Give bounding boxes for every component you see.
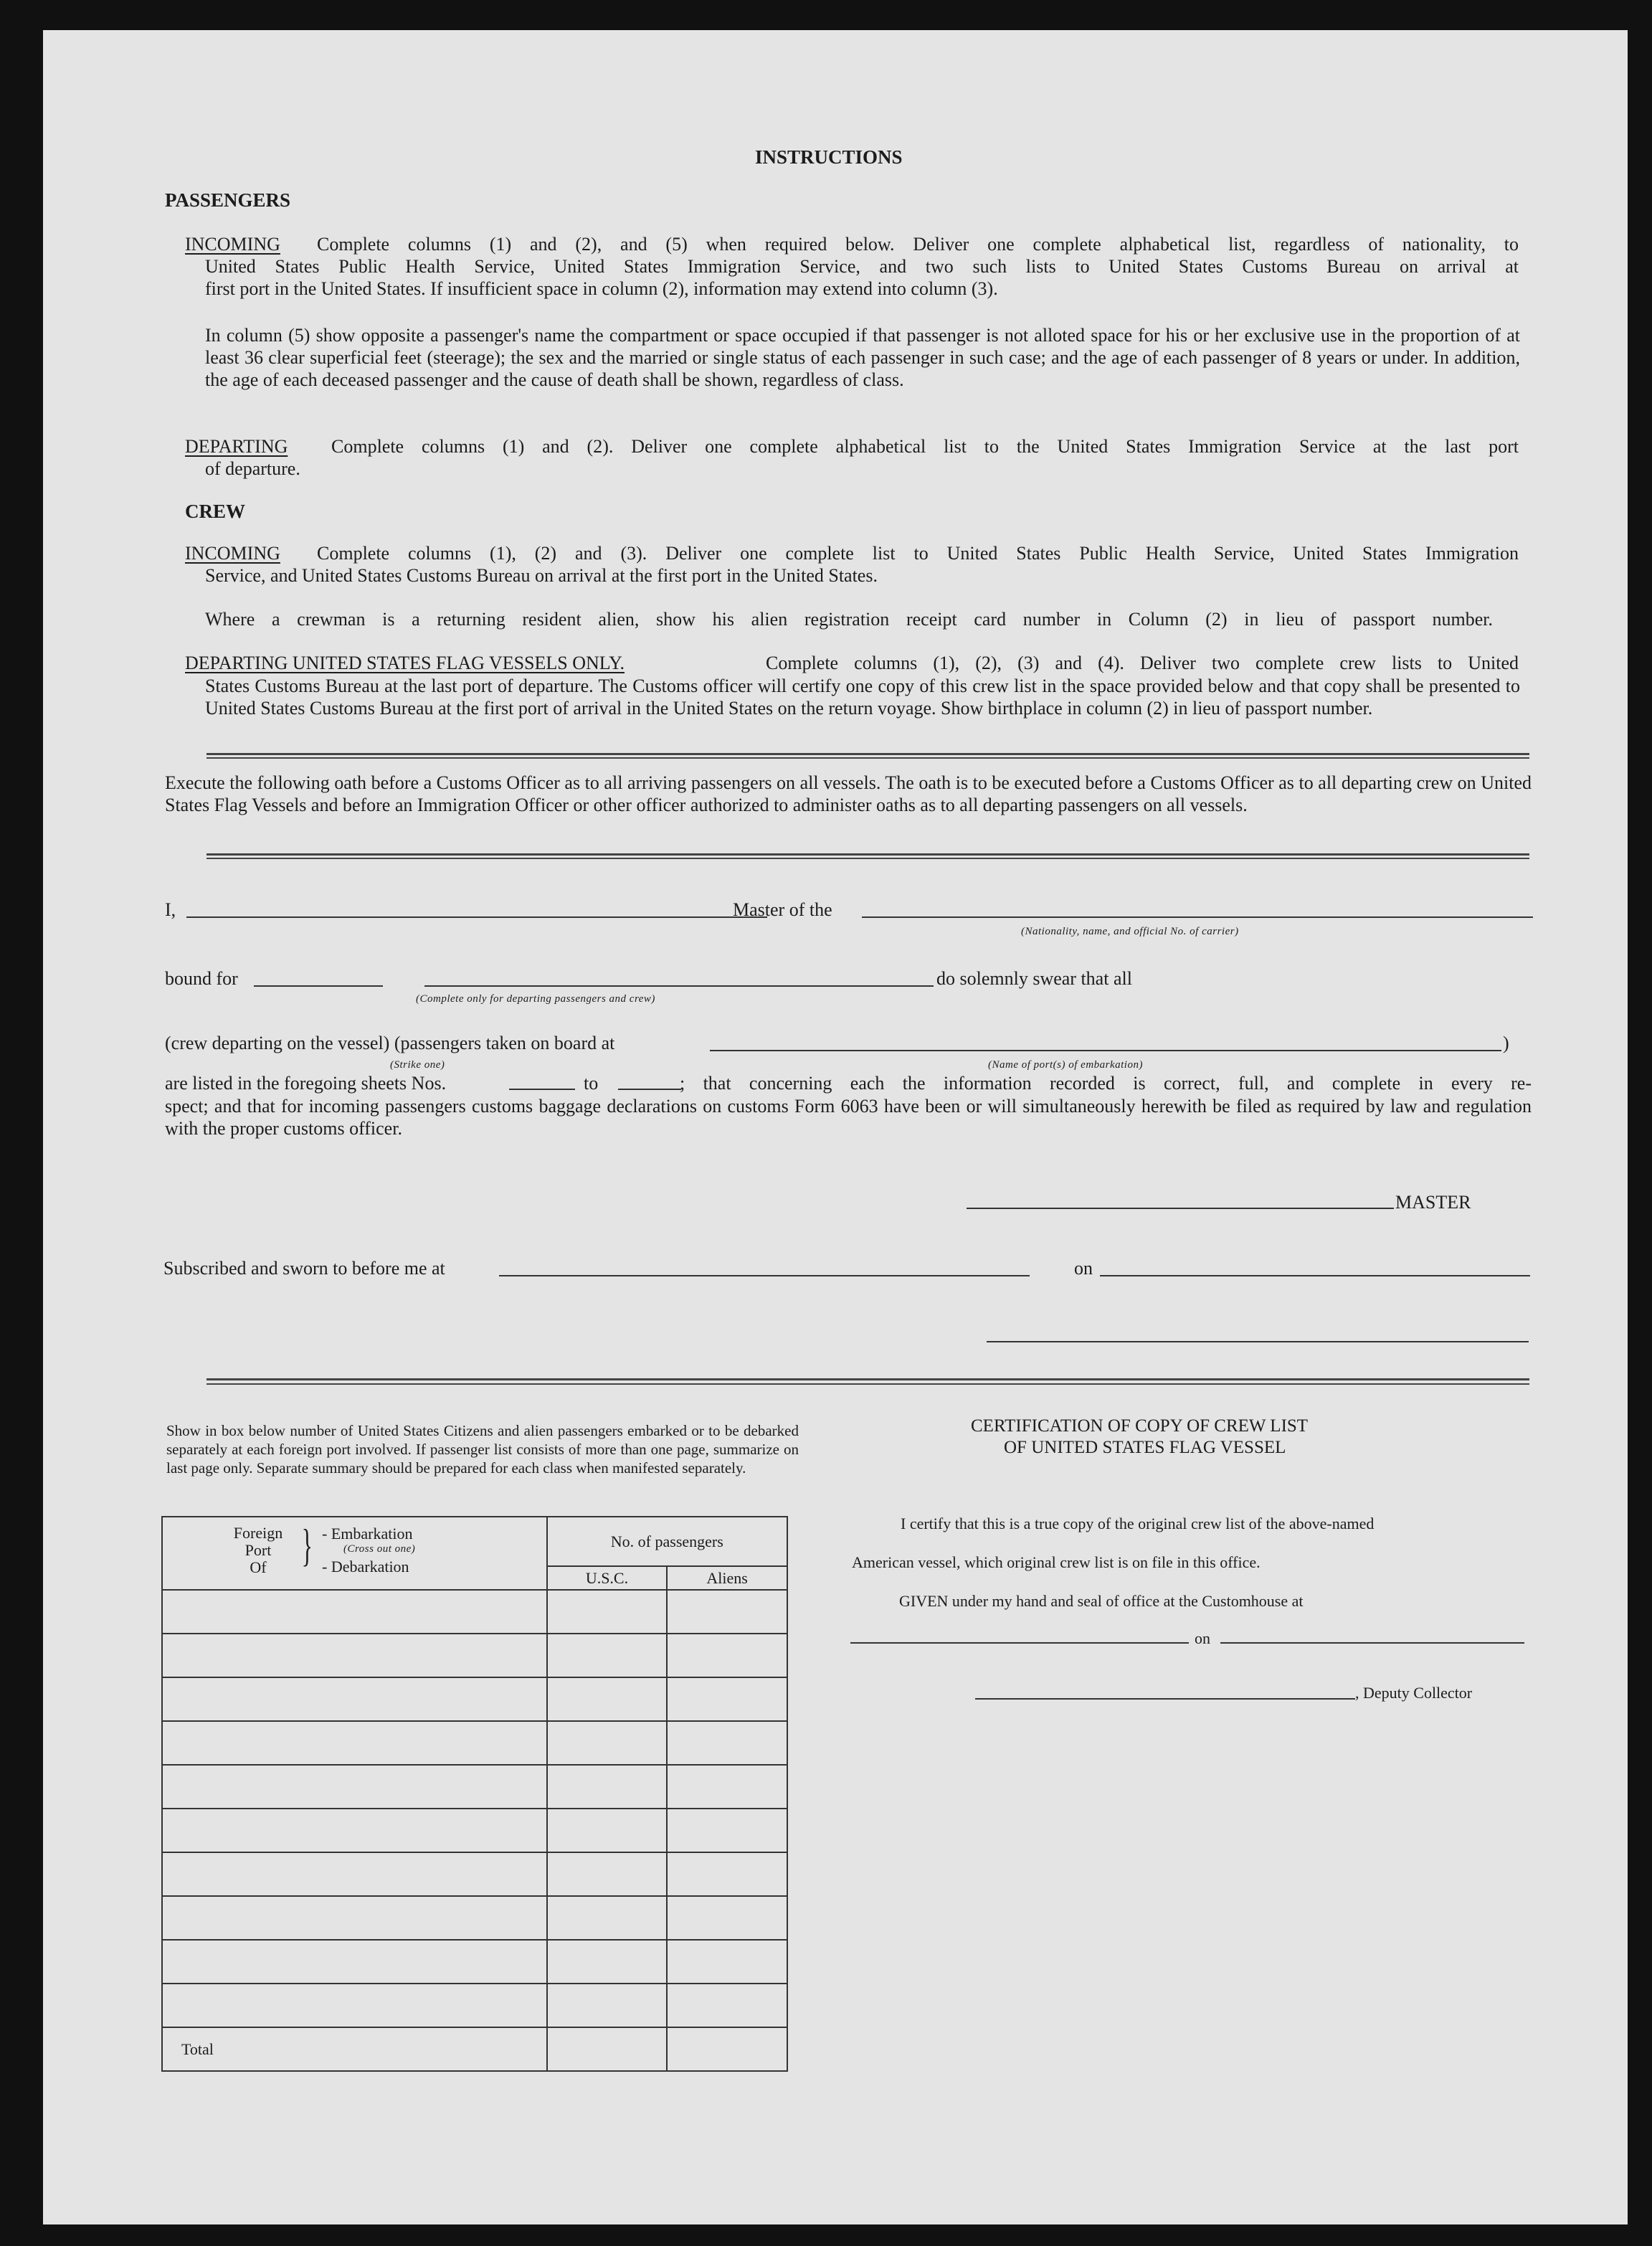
deputy-signature-field[interactable] xyxy=(975,1698,1355,1700)
passengers-departing-line1: Complete columns (1) and (2). Deliver one complete alphabetical list to the United States Immigration Service at the last port xyxy=(331,436,1519,457)
passengers-departing-label: DEPARTING xyxy=(185,436,288,457)
debarkation-label: - Debarkation xyxy=(322,1558,409,1575)
passengers-heading: PASSENGERS xyxy=(165,189,291,211)
certification-title-1: CERTIFICATION OF COPY OF CREW LIST xyxy=(971,1416,1309,1436)
crew-incoming-line2: Service, and United States Customs Bureau on arrival at the first port in the United States. xyxy=(205,565,878,586)
deputy-collector-label: , Deputy Collector xyxy=(1355,1684,1473,1702)
table-cell[interactable] xyxy=(162,1634,547,1677)
table-cell[interactable] xyxy=(667,1590,787,1634)
form-sheet xyxy=(43,30,1628,2224)
page-title: INSTRUCTIONS xyxy=(755,146,903,168)
certification-date-field[interactable] xyxy=(1220,1642,1524,1644)
certification-on-label: on xyxy=(1195,1629,1210,1647)
usc-header: U.S.C. xyxy=(547,1566,668,1590)
summary-instructions: Show in box below number of United States Citizens and alien passengers embarked or to be debarked separately at each foreign port involved. If passenger list consists of more than one page, summarize on last page only. Separate summary should be prepared for each class when manifested separately. xyxy=(166,1422,799,1477)
table-cell[interactable] xyxy=(667,1896,787,1940)
col-port-line-3: Of xyxy=(250,1558,267,1576)
table-cell[interactable] xyxy=(547,1984,668,2027)
close-paren: ) xyxy=(1503,1033,1509,1053)
oath-intro: Execute the following oath before a Customs Officer as to all arriving passengers on all vessels. The oath is to be executed before a Customs Officer as to all departing crew on United States Flag Vessels and before an Immigration Officer or other officer authorized to administer oaths as to all departing passengers on all vessels. xyxy=(165,772,1532,815)
divider xyxy=(206,858,1529,859)
table-cell[interactable] xyxy=(547,1765,668,1809)
crew-departing-label: DEPARTING UNITED STATES FLAG VESSELS ONLY. xyxy=(185,653,625,673)
table-cell[interactable] xyxy=(162,1940,547,1984)
table-cell[interactable] xyxy=(162,1721,547,1765)
crewman-instructions: Where a crewman is a returning resident alien, show his alien registration receipt card number in Column (2) in lieu of passport number. xyxy=(205,609,1493,630)
port-header-cell xyxy=(162,1517,547,1590)
total-aliens-cell[interactable] xyxy=(667,2027,787,2071)
strike-one-caption: (Strike one) xyxy=(390,1059,445,1071)
crew-departing-rest: States Customs Bureau at the last port of departure. The Customs officer will certify one copy of this crew list in the space provided below and that copy shall be presented to United States Customs Bureau at the first port of arrival in the United States on the return voyage. Show birthplace in column (2) in lieu of passport number. xyxy=(205,676,1520,719)
passengers-departing-line2: of departure. xyxy=(205,458,300,479)
table-cell[interactable] xyxy=(667,1765,787,1809)
oath-i-label: I, xyxy=(165,899,176,920)
subscribed-place-field[interactable] xyxy=(499,1275,1030,1276)
total-usc-cell[interactable] xyxy=(547,2027,668,2071)
bound-for-field-1[interactable] xyxy=(254,985,383,987)
certify-line-2: American vessel, which original crew list is on file in this office. xyxy=(852,1553,1261,1571)
table-cell[interactable] xyxy=(162,1765,547,1809)
crew-incoming-line1: Complete columns (1), (2) and (3). Deliver one complete list to United States Public Health Service, United States Immigration xyxy=(317,543,1519,564)
master-signature-field[interactable] xyxy=(967,1208,1394,1209)
subscribed-date-field[interactable] xyxy=(1100,1275,1530,1276)
given-label: GIVEN under my hand and seal of office at the Customhouse at xyxy=(899,1592,1304,1610)
certify-line-1: I certify that this is a true copy of the original crew list of the above-named xyxy=(901,1515,1375,1532)
sheet-from-field[interactable] xyxy=(509,1089,575,1090)
passengers-incoming-line3: first port in the United States. If insufficient space in column (2), information may extend into column (3). xyxy=(205,278,998,299)
col-port-line-1: Foreign xyxy=(233,1524,283,1542)
passengers-incoming-line1: Complete columns (1) and (2), and (5) when required below. Deliver one complete alphabetical list, regardless of nationality, to xyxy=(317,234,1519,255)
table-cell[interactable] xyxy=(667,1677,787,1721)
col-port-line-2: Port xyxy=(245,1541,272,1559)
cross-out-caption: (Cross out one) xyxy=(343,1543,416,1555)
divider xyxy=(206,853,1529,856)
crew-heading: CREW xyxy=(185,501,246,522)
table-cell[interactable] xyxy=(667,1721,787,1765)
table-cell[interactable] xyxy=(667,1940,787,1984)
listed-rest: spect; and that for incoming passengers customs baggage declarations on customs Form 6063 have been or will simultaneously herewith be filed as required by law and regulation with the proper customs officer. xyxy=(165,1096,1532,1139)
table-cell[interactable] xyxy=(547,1677,668,1721)
table-cell[interactable] xyxy=(667,1984,787,2027)
embarkation-label: - Embarkation xyxy=(322,1525,413,1543)
bound-for-label: bound for xyxy=(165,968,238,989)
table-cell[interactable] xyxy=(667,1809,787,1852)
table-cell[interactable] xyxy=(162,1809,547,1852)
passengers-incoming-line2: United States Public Health Service, United States Immigration Service, and two such lists to United States Customs Bureau on arrival at xyxy=(205,256,1519,277)
divider xyxy=(206,757,1529,759)
table-cell[interactable] xyxy=(162,1896,547,1940)
listed-rest-line1: ; that concerning each the information recorded is correct, full, and complete in every re- xyxy=(680,1073,1532,1094)
to-label: to xyxy=(584,1073,599,1094)
master-label: MASTER xyxy=(1395,1192,1471,1213)
table-cell[interactable] xyxy=(547,1940,668,1984)
divider xyxy=(206,1378,1529,1380)
aliens-header: Aliens xyxy=(667,1566,787,1590)
embarkation-ports-field[interactable] xyxy=(710,1050,1501,1051)
subscribed-label: Subscribed and sworn to before me at xyxy=(163,1258,445,1279)
passengers-incoming-label: INCOMING xyxy=(185,234,280,255)
table-cell[interactable] xyxy=(162,1984,547,2027)
nationality-caption: (Nationality, name, and official No. of carrier) xyxy=(1021,926,1239,937)
no-of-passengers-header: No. of passengers xyxy=(547,1517,787,1566)
bound-for-field-2[interactable] xyxy=(424,985,934,987)
crew-departing-line1: Complete columns (1), (2), (3) and (4). Deliver two complete crew lists to United xyxy=(766,653,1519,673)
table-cell[interactable] xyxy=(667,1634,787,1677)
table-cell[interactable] xyxy=(162,1677,547,1721)
total-label: Total xyxy=(162,2027,547,2071)
brace-icon: } xyxy=(301,1520,313,1570)
complete-only-caption: (Complete only for departing passengers and crew) xyxy=(416,993,655,1005)
column-5-instructions: In column (5) show opposite a passenger's name the compartment or space occupied if that passenger is not alloted space for his or her exclusive use in the proportion of at least 36 clear superficial feet (steerage); the sex and the married or single status of each passenger in such case; and the age of each passenger of 8 years or under. In addition, the age of each deceased passenger and the cause of death shall be shown, regardless of class. xyxy=(205,325,1520,390)
carrier-field[interactable] xyxy=(862,916,1533,918)
table-cell[interactable] xyxy=(667,1852,787,1896)
listed-label: are listed in the foregoing sheets Nos. xyxy=(165,1073,447,1094)
table-cell[interactable] xyxy=(162,1852,547,1896)
sheet-to-field[interactable] xyxy=(618,1089,681,1090)
customhouse-field[interactable] xyxy=(850,1642,1189,1644)
table-cell[interactable] xyxy=(547,1852,668,1896)
table-cell[interactable] xyxy=(547,1634,668,1677)
table-cell[interactable] xyxy=(162,1590,547,1634)
subscribed-on-label: on xyxy=(1074,1258,1093,1279)
crew-departing-clause: (crew departing on the vessel) (passengers taken on board at xyxy=(165,1033,615,1053)
officer-signature-field[interactable] xyxy=(987,1341,1529,1342)
master-of-the-label: Master of the xyxy=(733,899,832,920)
swear-label: do solemnly swear that all xyxy=(936,968,1132,989)
ports-caption: (Name of port(s) of embarkation) xyxy=(988,1059,1143,1071)
divider xyxy=(206,1383,1529,1385)
master-name-field[interactable] xyxy=(186,916,767,918)
table-cell[interactable] xyxy=(547,1896,668,1940)
crew-incoming-label: INCOMING xyxy=(185,543,280,564)
table-cell[interactable] xyxy=(547,1590,668,1634)
certification-title-2: OF UNITED STATES FLAG VESSEL xyxy=(1004,1438,1286,1457)
divider xyxy=(206,753,1529,755)
passenger-summary-table xyxy=(161,1516,788,2072)
table-cell[interactable] xyxy=(547,1809,668,1852)
table-cell[interactable] xyxy=(547,1721,668,1765)
